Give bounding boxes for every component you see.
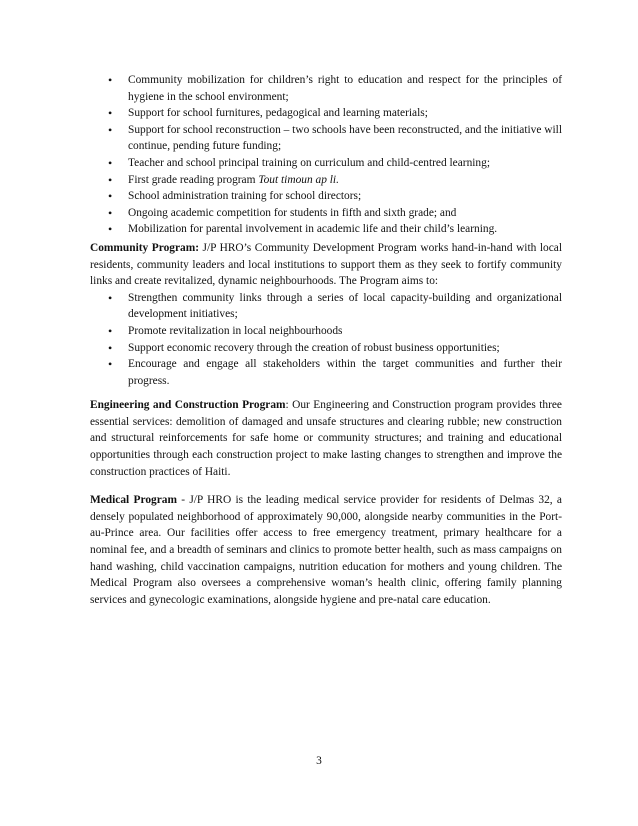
list-item: • Mobilization for parental involvement in academic life and their child’s learning. [90, 221, 562, 238]
page-number: 3 [316, 755, 322, 767]
education-bullet-list [90, 72, 562, 238]
list-item: • Community mobilization for children’s right to education and respect for the principles of hygiene in the school environment; [90, 72, 562, 105]
document-page [90, 72, 562, 608]
list-item: • Support for school reconstruction – two schools have been reconstructed, and the initiative will continue, pending future funding; [90, 122, 562, 155]
community-bullet-list [90, 290, 562, 390]
list-item: • Teacher and school principal training on curriculum and child-centred learning; [90, 155, 562, 172]
list-item: • School administration training for school directors; [90, 188, 562, 205]
list-item: • Encourage and engage all stakeholders within the target communities and further their progress. [90, 356, 562, 389]
engineering-program-heading: Engineering and Construction Program [90, 399, 286, 412]
community-program-paragraph: Community Program: J/P HRO’s Community Development Program works hand-in-hand with local residents, community leaders and local institutions to support them as they seek to fortify community links and create revitalized, dynamic neighbourhoods. The Program aims to: [90, 241, 562, 288]
list-item: • Support economic recovery through the creation of robust business opportunities; [90, 340, 562, 357]
list-item: • First grade reading program Tout timoun ap li. [90, 172, 562, 189]
list-item: • Ongoing academic competition for students in fifth and sixth grade; and [90, 205, 562, 222]
community-program-heading: Community Program: [90, 241, 199, 254]
list-item: • Strengthen community links through a series of local capacity-building and organizational development initiatives; [90, 290, 562, 323]
list-item: • Promote revitalization in local neighbourhoods [90, 323, 562, 340]
medical-program-heading: Medical Program [90, 494, 177, 507]
reading-program-title: Tout timoun ap li. [258, 173, 339, 186]
medical-program-paragraph: Medical Program - J/P HRO is the leading medical service provider for residents of Delmas 32, a densely populated neighborhood of approximately 90,000, alongside nearby communities in the Port-au-Prince area. Our facilities offer access to free emergency treatment, primary healthcare for a nominal fee, and a breadth of seminars and clinics to promote better health, such as mass campaigns on hand washing, child vaccination campaigns, nutrition education for mothers and young children. The Medical Program also oversees a comprehensive woman’s health clinic, offering family planning services and gynecologic examinations, alongside hygiene and pre-natal care education. [90, 494, 562, 606]
engineering-program-paragraph: Engineering and Construction Program: Our Engineering and Construction program provides three essential services: demolition of damaged and unsafe structures and clearing rubble; new construction and structural reinforcements for safe home or community structures; and training and educational opportunities through each construction project to make lasting changes to strengthen and improve the construction practices of Haiti. [90, 399, 562, 478]
list-item: • Support for school furnitures, pedagogical and learning materials; [90, 105, 562, 122]
